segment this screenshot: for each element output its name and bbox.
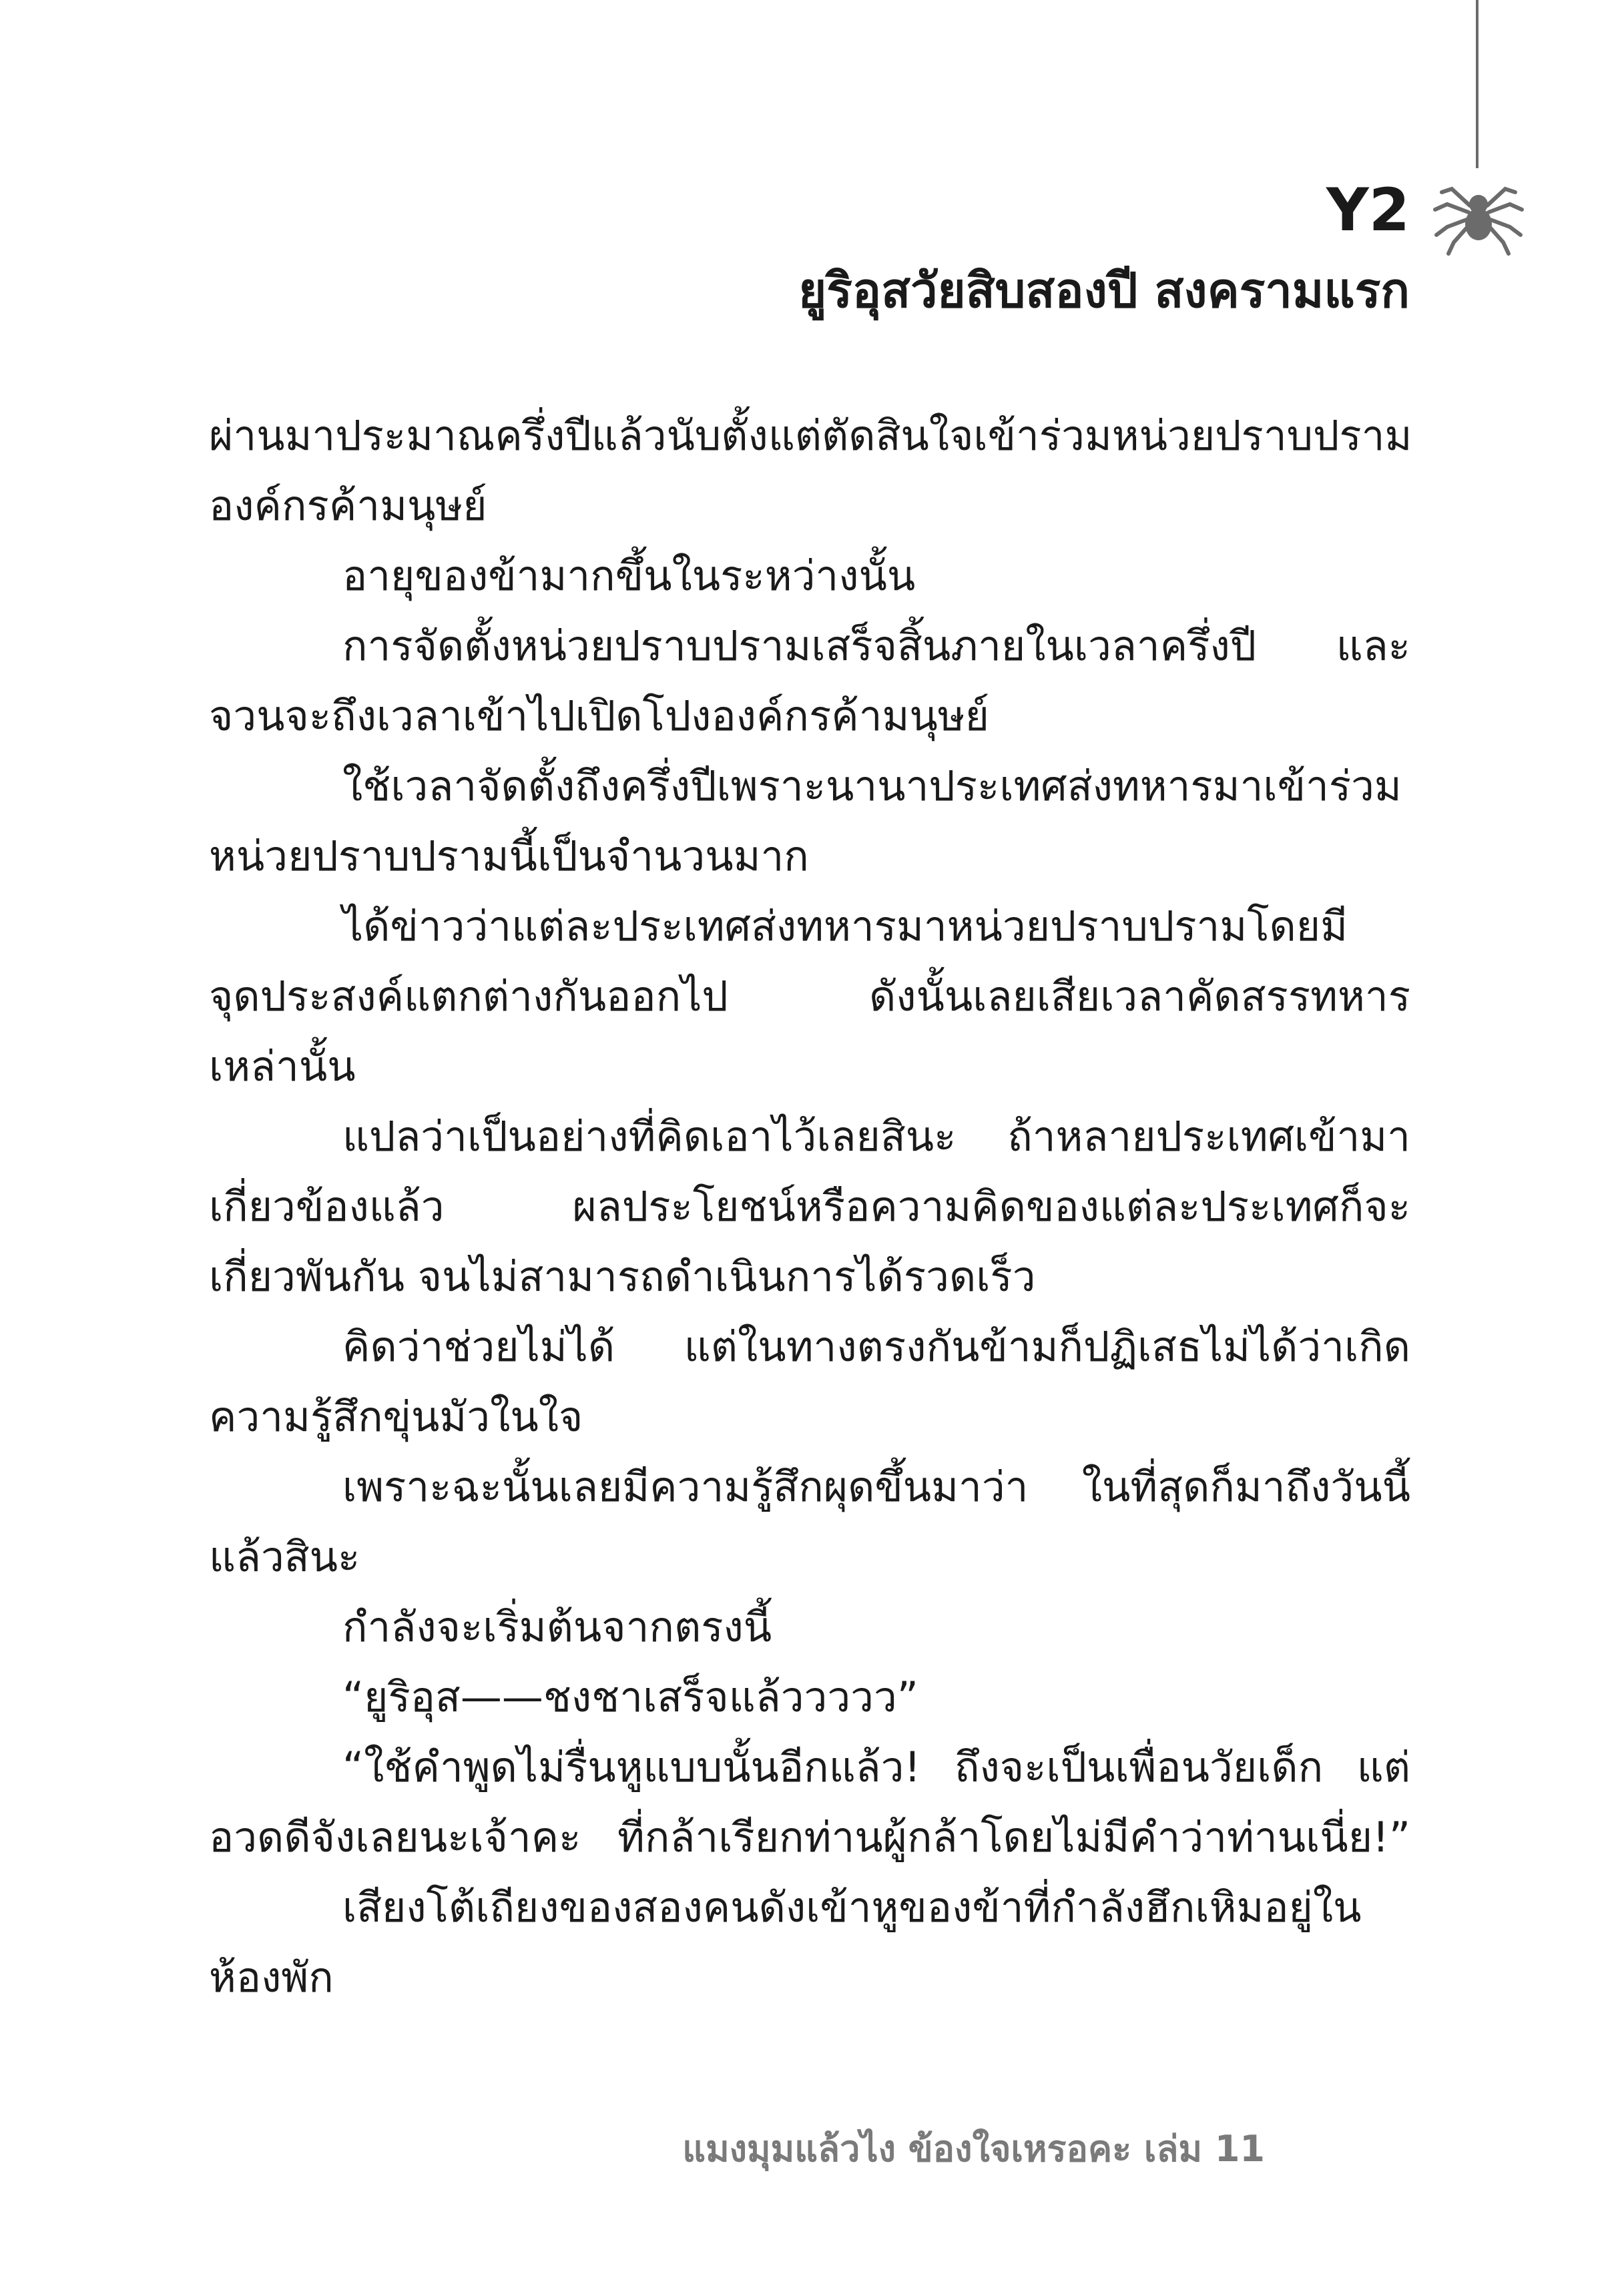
text-line: อายุของข้ามากขึ้นในระหว่างนั้น: [342, 551, 916, 600]
text-line: “ใช้คำพูดไม่รื่นหูแบบนั้นอีกแล้ว! ถึงจะเป็นเพื่อนวัยเด็ก แต่: [342, 1743, 1410, 1791]
text-line: จุดประสงค์แตกต่างกันออกไป ดังนั้นเลยเสียเวลาคัดสรรทหาร: [209, 972, 1410, 1021]
text-line: แปลว่าเป็นอย่างที่คิดเอาไว้เลยสินะ ถ้าหลายประเทศเข้ามา: [342, 1112, 1410, 1161]
spider-icon: [1428, 166, 1529, 266]
text-line: ใช้เวลาจัดตั้งถึงครึ่งปีเพราะนานาประเทศส่งทหารมาเข้าร่วม: [342, 762, 1402, 810]
running-footer: แมงมุมแล้วไง ข้องใจเหรอคะ เล่ม 11: [682, 2128, 1265, 2170]
text-line: เกี่ยวพันกัน จนไม่สามารถดำเนินการได้รวดเร็ว: [209, 1252, 1036, 1301]
chapter-title: ยูริอุสวัยสิบสองปี สงครามแรก: [798, 262, 1410, 318]
text-line: เสียงโต้เถียงของสองคนดังเข้าหูของข้าที่กำลังฮึกเหิมอยู่ใน: [342, 1883, 1362, 1932]
text-line: จวนจะถึงเวลาเข้าไปเปิดโปงองค์กรค้ามนุษย์: [209, 691, 990, 740]
text-line: ห้องพัก: [209, 1953, 334, 2002]
text-line: “ยูริอุส——ชงชาเสร็จแล้ววววว”: [342, 1673, 918, 1721]
spider-thread: [1476, 0, 1479, 168]
text-line: องค์กรค้ามนุษย์: [209, 481, 487, 530]
chapter-number: Y2: [1326, 176, 1410, 244]
text-line: เพราะฉะนั้นเลยมีความรู้สึกผุดขึ้นมาว่า ในที่สุดก็มาถึงวันนี้: [342, 1462, 1410, 1511]
text-line: คิดว่าช่วยไม่ได้ แต่ในทางตรงกันข้ามก็ปฏิเสธไม่ได้ว่าเกิด: [342, 1322, 1410, 1371]
text-line: แล้วสินะ: [209, 1532, 360, 1581]
text-line: หน่วยปราบปรามนี้เป็นจำนวนมาก: [209, 832, 809, 880]
text-line: เหล่านั้น: [209, 1042, 356, 1091]
text-line: การจัดตั้งหน่วยปราบปรามเสร็จสิ้นภายในเวลาครึ่งปี และ: [342, 621, 1410, 670]
text-line: กำลังจะเริ่มต้นจากตรงนี้: [342, 1603, 772, 1651]
text-line: อวดดีจังเลยนะเจ้าคะ ที่กล้าเรียกท่านผู้กล้าโดยไม่มีคำว่าท่านเนี่ย!”: [209, 1813, 1410, 1861]
text-line: ความรู้สึกขุ่นมัวในใจ: [209, 1392, 583, 1441]
text-line: เกี่ยวข้องแล้ว ผลประโยชน์หรือความคิดของแต่ละประเทศก็จะ: [209, 1182, 1410, 1231]
text-line: ได้ข่าวว่าแต่ละประเทศส่งทหารมาหน่วยปราบปรามโดยมี: [342, 902, 1348, 950]
body-text: [209, 400, 1410, 2012]
text-line: ผ่านมาประมาณครึ่งปีแล้วนับตั้งแต่ตัดสินใจเข้าร่วมหน่วยปราบปราม: [209, 411, 1412, 460]
